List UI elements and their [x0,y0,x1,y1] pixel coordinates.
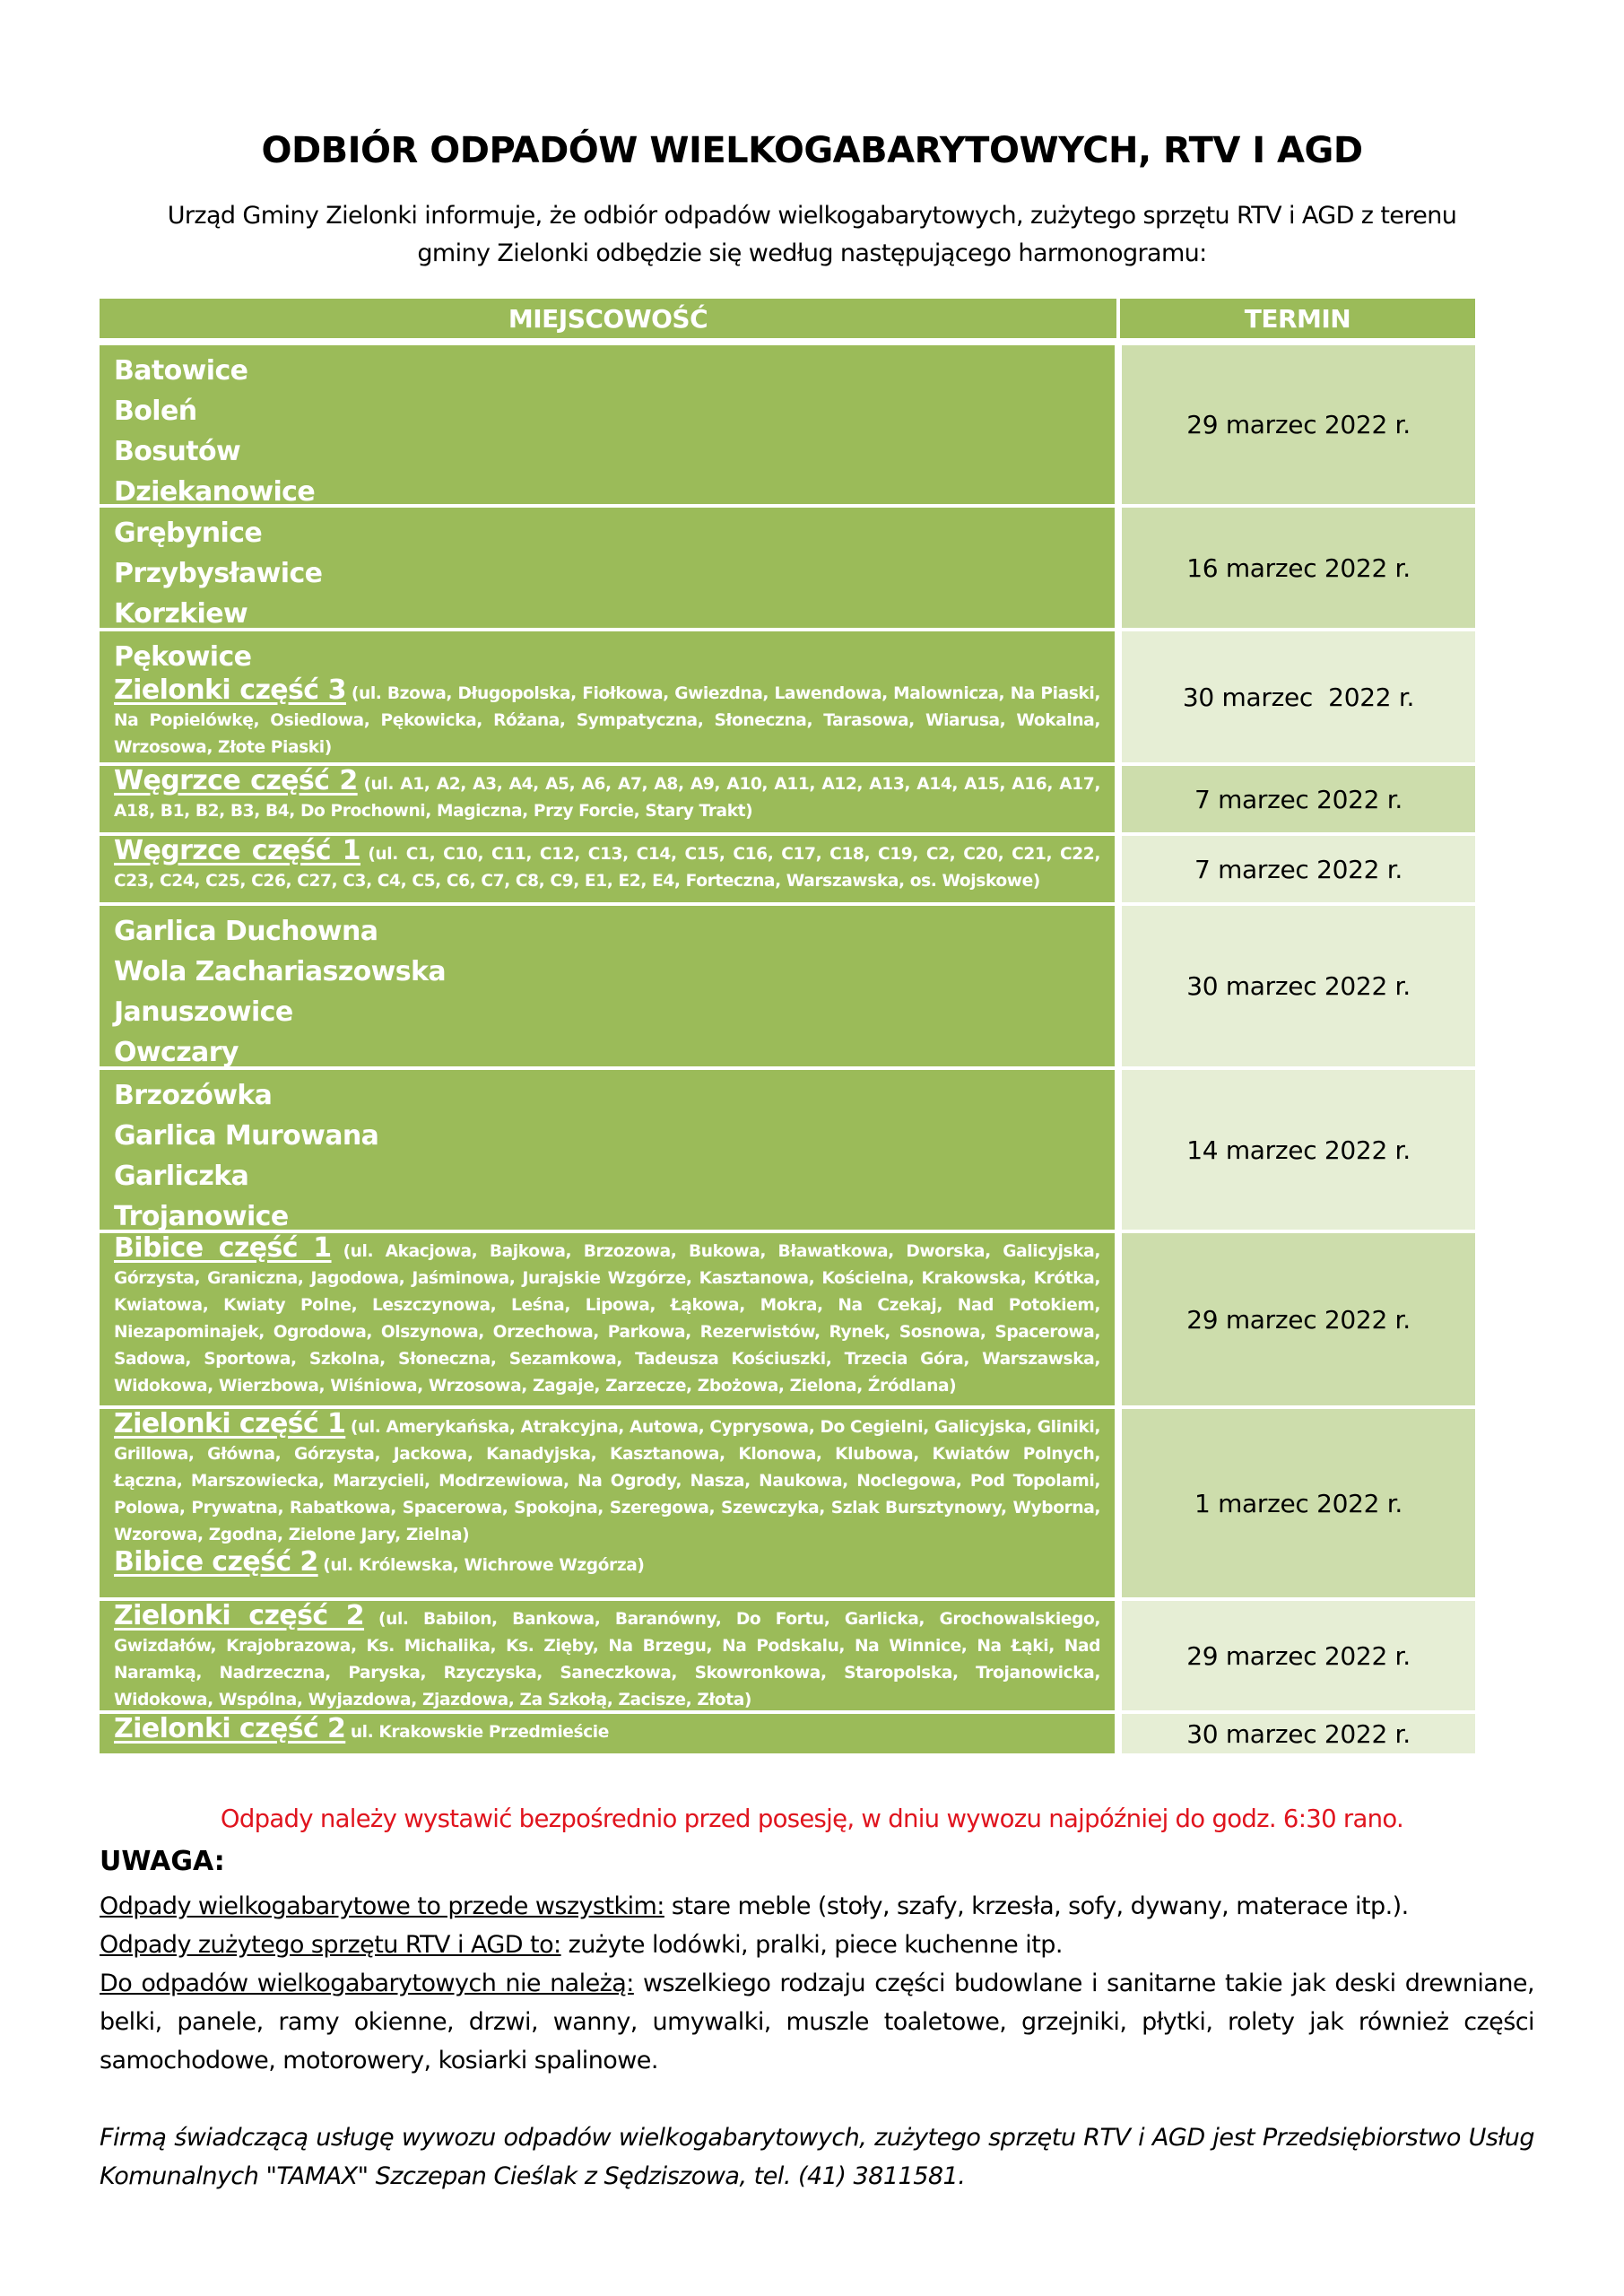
intro-paragraph [135,197,1489,273]
note-item [100,1887,1534,1926]
place-name: Dziekanowice [114,476,316,508]
district-part [114,1713,1115,1746]
notes-list [100,1887,1534,2080]
place-name: Januszowice [114,996,293,1028]
collection-date: 30 marzec 2022 r. [1186,1718,1411,1749]
place-name: Trojanowice [114,1201,289,1232]
date-cell [1122,508,1475,628]
date-cell [1122,631,1475,762]
intro-line-2: gminy Zielonki odbędzie się według następującego harmonogramu: [417,239,1207,267]
date-cell [1122,1409,1475,1597]
district-part-name: Zielonki część 2 [114,1713,346,1744]
place-name: Bosutów [114,436,241,467]
note-text: zużyte lodówki, pralki, piece kuchenne itp. [560,1931,1063,1959]
note-text: stare meble (stoły, szafy, krzesła, sofy, dywany, materace itp.). [664,1892,1409,1920]
collection-date: 1 marzec 2022 r. [1194,1488,1403,1518]
street-list: (ul. Bzowa, Długopolska, Fiołkowa, Gwiezdna, Lawendowa, Malownicza, Na Piaski, Na Popielówkę, Osiedlowa, Pękowicka, Różana, Sympatyczna, Słoneczna, Tarasowa, Wiarusa, Wokalna, Wrzosowa, Złote Piaski) [114,684,1100,757]
collection-date: 7 marzec 2022 r. [1194,854,1403,884]
note-label: Odpady zużytego sprzętu RTV i AGD to: [100,1931,561,1959]
district-part [114,1232,1115,1400]
district-part-name: Węgrzce część 2 [114,765,358,796]
note-label: Do odpadów wielkogabarytowych nie należą: [100,1970,634,1997]
date-cell [1122,1714,1475,1753]
note-label: Odpady wielkogabarytowe to przede wszystkim: [100,1892,664,1920]
place-name: Garliczka [114,1161,249,1192]
page-title: ODBIÓR ODPADÓW WIELKOGABARYTOWYCH, RTV I AGD [261,129,1363,171]
street-list: (ul. C1, C10, C11, C12, C13, C14, C15, C16, C17, C18, C19, C2, C20, C21, C22, C23, C24, C25, C26, C27, C3, C4, C5, C6, C7, C8, C9, E1, E2, E4, Forteczna, Warszawska, os. Wojskowe) [114,845,1100,891]
district-part-name: Zielonki część 3 [114,674,346,706]
location-cell [100,1409,1115,1597]
location-cell [100,345,1115,508]
district-part-name: Zielonki część 2 [114,1600,365,1631]
place-name: Garlica Duchowna [114,916,378,947]
district-part [114,835,1115,895]
district-part [114,1546,1115,1579]
intro-line-1: Urząd Gminy Zielonki informuje, że odbiór odpadów wielkogabarytowych, zużytego sprzętu RTV i AGD z terenu [167,202,1457,230]
service-provider-note: Firmą świadczącą usługę wywozu odpadów wielkogabarytowych, zużytego sprzętu RTV i AGD jest Przedsiębiorstwo Usług Komunalnych "TAMAX" Szczepan Cieślak z Sędziszowa, tel. (41) 3811581. [100,2124,1534,2190]
place-name: Boleń [114,396,197,427]
date-cell [1122,906,1475,1066]
collection-date: 29 marzec 2022 r. [1186,410,1411,439]
location-cell [100,1714,1115,1753]
date-cell [1122,1601,1475,1710]
place-name: Korzkiew [114,598,248,630]
location-cell [100,1070,1115,1230]
place-name: Pękowice [114,641,252,673]
place-name: Przybysławice [114,558,323,589]
notes-heading: UWAGA: [100,1846,225,1877]
street-list: (ul. Babilon, Bankowa, Baranówny, Do Fortu, Garlicka, Grochowalskiego, Gwizdałów, Krajobrazowa, Ks. Michalika, Ks. Zięby, Na Brzegu, Na Podskalu, Na Winnice, Na Łąki, Nad Naramką, Nadrzeczna, Paryska, Rzyczyska, Saneczkowa, Skowronkowa, Staropolska, Trojanowicka, Widokowa, Wspólna, Wyjazdowa, Zjazdowa, Za Szkołą, Zacisze, Złota) [114,1610,1100,1709]
location-cell [100,906,1115,1066]
place-name: Grębynice [114,517,263,549]
location-cell [100,766,1115,832]
collection-date: 14 marzec 2022 r. [1186,1135,1411,1165]
street-list: (ul. Amerykańska, Atrakcyjna, Autowa, Cyprysowa, Do Cegielni, Galicyjska, Gliniki, Grillowa, Główna, Górzysta, Jackowa, Kanadyjska, Kasztanowa, Klonowa, Klubowa, Kwiatów Polnych, Łączna, Marszowiecka, Marzycieli, Modrzewiowa, Na Ogrody, Nasza, Naukowa, Noclegowa, Pod Topolami, Polowa, Prywatna, Rabatkowa, Spacerowa, Spokojna, Szeregowa, Szewczyka, Szlak Bursztynowy, Wyborna, Wzorowa, Zgodna, Zielone Jary, Zielna) [114,1418,1101,1544]
date-cell [1122,1233,1475,1405]
date-cell [1122,836,1475,902]
district-part-name: Zielonki część 1 [114,1408,346,1439]
collection-date: 7 marzec 2022 r. [1194,784,1403,814]
location-cell [100,1233,1115,1405]
column-header-location: MIEJSCOWOŚĆ [100,299,1116,338]
collection-date: 16 marzec 2022 r. [1186,552,1411,583]
location-cell [100,631,1115,762]
district-part [114,1408,1115,1549]
collection-date: 29 marzec 2022 r. [1186,1304,1411,1335]
collection-date: 29 marzec 2022 r. [1186,1640,1411,1671]
collection-date: 30 marzec 2022 r. [1186,971,1411,1001]
place-name: Garlica Murowana [114,1120,379,1152]
street-list: ul. Krakowskie Przedmieście [350,1723,609,1742]
district-part-name: Węgrzce część 1 [114,835,360,866]
warning-text: Odpady należy wystawić bezpośrednio przed posesję, w dniu wywozu najpóźniej do godz. 6:30 rano. [220,1805,1404,1833]
district-part [114,674,1115,761]
collection-date: 30 marzec 2022 r. [1182,682,1415,712]
district-part [114,1600,1115,1714]
note-item [100,1926,1534,1964]
date-cell [1122,766,1475,832]
place-name: Wola Zachariaszowska [114,956,447,987]
place-name: Owczary [114,1037,239,1068]
place-name: Brzozówka [114,1080,273,1111]
district-part [114,765,1115,825]
location-cell [100,836,1115,902]
district-part-name: Bibice część 2 [114,1546,318,1578]
street-list: (ul. A1, A2, A3, A4, A5, A6, A7, A8, A9, A10, A11, A12, A13, A14, A15, A16, A17, A18, B1, B2, B3, B4, Do Prochowni, Magiczna, Przy Forcie, Stary Trakt) [114,775,1100,821]
column-header-date: TERMIN [1120,299,1475,338]
location-cell [100,1601,1115,1710]
note-item [100,1964,1534,2080]
location-cell [100,508,1115,628]
note-text: wszelkiego rodzaju części budowlane i sanitarne takie jak deski drewniane, belki, panele, ramy okienne, drzwi, wanny, umywalki, muszle toaletowe, grzejniki, płytki, rolety jak również części samochodowe, motorowery, kosiarki spalinowe. [100,1970,1535,2074]
street-list: (ul. Akacjowa, Bajkowa, Brzozowa, Bukowa, Bławatkowa, Dworska, Galicyjska, Górzysta, Graniczna, Jagodowa, Jaśminowa, Jurajskie Wzgórze, Kasztanowa, Kościelna, Krakowska, Krótka, Kwiatowa, Kwiaty Polne, Leszczynowa, Leśna, Lipowa, Łąkowa, Mokra, Na Czekaj, Nad Potokiem, Niezapominajek, Ogrodowa, Olszynowa, Orzechowa, Parkowa, Rezerwistów, Rynek, Sosnowa, Spacerowa, Sadowa, Sportowa, Szkolna, Słoneczna, Sezamkowa, Tadeusza Kościuszki, Trzecia Góra, Warszawska, Widokowa, Wierzbowa, Wiśniowa, Wrzosowa, Zagaje, Zarzecze, Zbożowa, Zielona, Źródlana) [114,1242,1100,1396]
date-cell [1122,1070,1475,1230]
district-part-name: Bibice część 1 [114,1232,332,1264]
place-name: Batowice [114,355,248,387]
date-cell [1122,345,1475,504]
street-list: (ul. Królewska, Wichrowe Wzgórza) [323,1556,645,1575]
